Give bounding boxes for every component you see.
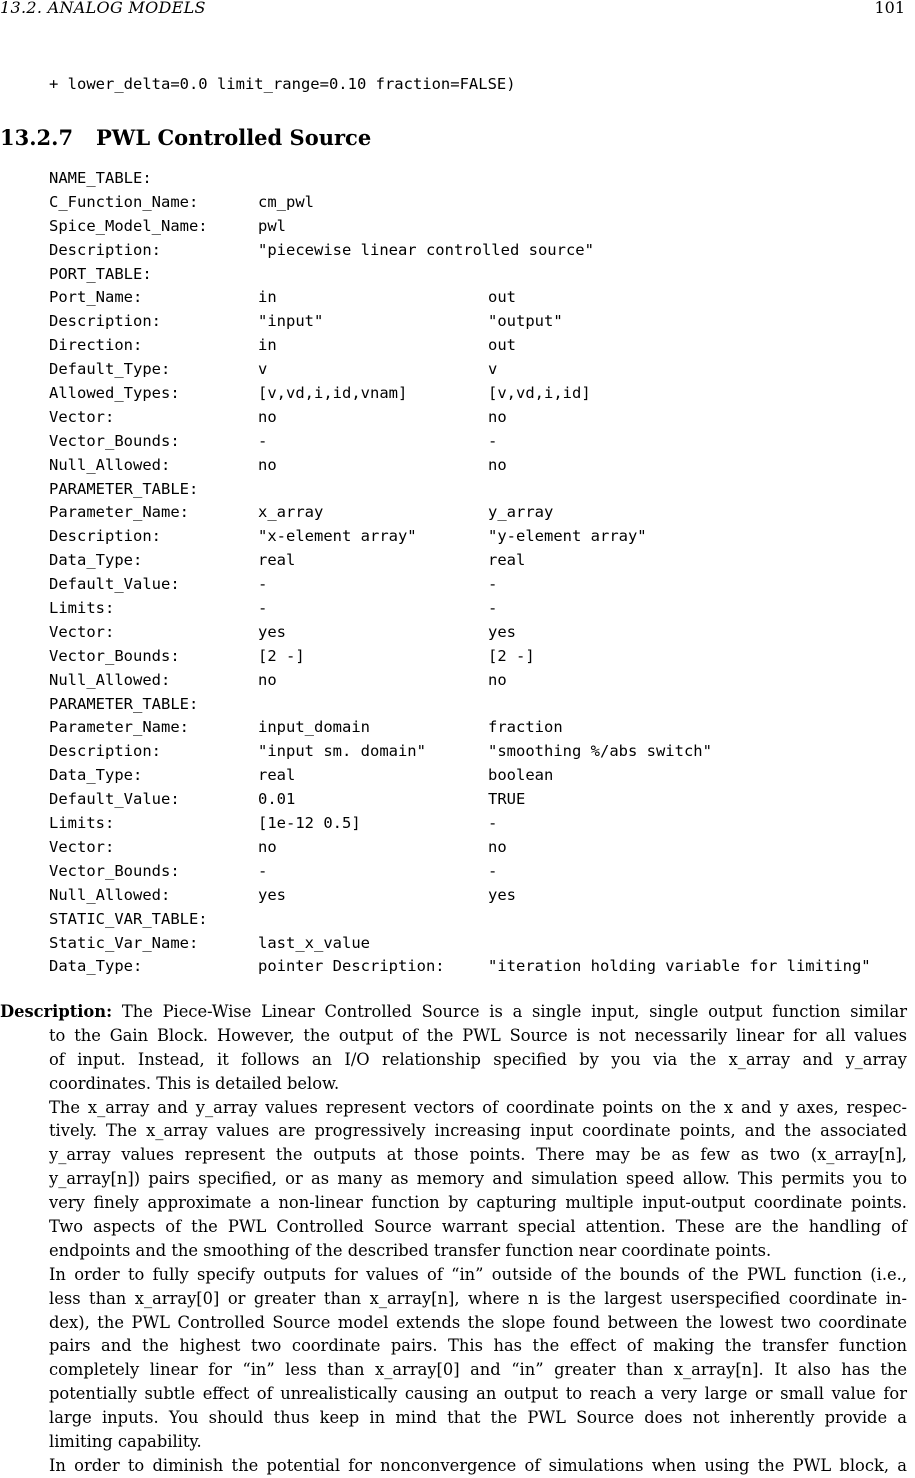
field-value-1: no (258, 837, 277, 856)
field-name: PARAMETER_TABLE: (49, 694, 199, 713)
table-row (49, 955, 915, 979)
table-row (49, 263, 915, 287)
field-name: Vector: (49, 837, 115, 856)
paragraph-line (0, 1096, 907, 1120)
description-label: Description: (0, 1002, 113, 1021)
paragraph-text: In order to diminish the potential for nonconvergence of simulations when using the PWL block, a (49, 1455, 907, 1475)
field-value-1: - (258, 861, 268, 880)
field-name: Default_Value: (49, 790, 180, 809)
paragraph-line (0, 1334, 907, 1358)
paragraph-line (0, 1143, 907, 1167)
table-row (49, 932, 915, 956)
paragraph-line (0, 1382, 907, 1406)
table-row (49, 860, 915, 884)
table-row (49, 621, 915, 645)
field-name: C_Function_Name: (49, 192, 199, 211)
paragraph-line (0, 1072, 907, 1096)
field-value-2: no (488, 670, 507, 689)
field-value-1: no (258, 455, 277, 474)
field-value-1: "input" (258, 312, 324, 331)
field-name: Description: (49, 240, 161, 259)
field-value-1: "x-element array" (258, 527, 417, 546)
field-value-2: "iteration holding variable for limiting" (488, 957, 871, 976)
table-row (49, 358, 915, 382)
paragraph-text: The x_array and y_array values represent vectors of coordinate points on the x and y axes, respec- (49, 1097, 907, 1117)
field-value-2: - (488, 431, 498, 450)
field-value-2: fraction (488, 718, 563, 737)
section-title: PWL Controlled Source (96, 125, 372, 150)
paragraph-text: completely linear for “in” less than x_array[0] and “in” greater than x_array[n]. It also has the (49, 1360, 907, 1380)
table-row (49, 573, 915, 597)
field-value-1: real (258, 766, 296, 785)
paragraph-text: coordinates. This is detailed below. (49, 1073, 340, 1093)
paragraph-line (0, 1239, 907, 1263)
paragraph-text: The Piece-Wise Linear Controlled Source is a single input, single output function similar (112, 1002, 907, 1021)
table-row (49, 764, 915, 788)
section-heading (0, 125, 371, 150)
field-value-2: out (488, 288, 516, 307)
field-name: PORT_TABLE: (49, 264, 152, 283)
field-value-1: in (258, 336, 277, 355)
field-value-2: "y-element array" (488, 527, 647, 546)
paragraph-text: y_array[n]) pairs specified, or as many as memory and simulation speed allow. This permits you to (49, 1169, 907, 1189)
field-name: NAME_TABLE: (49, 169, 152, 187)
field-name: Vector_Bounds: (49, 431, 180, 450)
field-name: Parameter_Name: (49, 718, 189, 737)
field-name: Data_Type: (49, 766, 143, 785)
field-name: Limits: (49, 814, 115, 833)
paragraph-text: of input. Instead, it follows an I/O relationship specified by you via the x_array and y_array (49, 1049, 907, 1069)
header-section-title: 13.2. ANALOG MODELS (0, 0, 206, 17)
section-number: 13.2.7 (0, 125, 74, 150)
field-value-2: real (488, 551, 526, 570)
paragraph-text: less than x_array[0] or greater than x_array[n], where n is the largest userspecified coordinate in- (49, 1288, 907, 1308)
table-row (49, 884, 915, 908)
header-page-number: 101 (874, 0, 905, 17)
table-row (49, 908, 915, 932)
table-row (49, 406, 915, 430)
paragraph-text: dex), the PWL Controlled Source model extends the slope found between the lowest two coordinate (49, 1312, 907, 1332)
field-value-2: no (488, 407, 507, 426)
paragraph-line (0, 1358, 907, 1382)
field-name: Data_Type: (49, 957, 143, 976)
ifs-table-listing (49, 167, 915, 979)
field-name: Spice_Model_Name: (49, 216, 208, 235)
paragraph-line (0, 1167, 907, 1191)
field-value-1: in (258, 288, 277, 307)
table-row (49, 478, 915, 502)
field-name: Port_Name: (49, 288, 143, 307)
table-row (49, 430, 915, 454)
table-row (49, 716, 915, 740)
table-row (49, 549, 915, 573)
field-value-2: boolean (488, 766, 554, 785)
field-value-2: TRUE (488, 790, 526, 809)
field-value-1: pointer Description: (258, 957, 445, 976)
paragraph-line (0, 1263, 907, 1287)
table-row (49, 382, 915, 406)
paragraph-text: potentially subtle effect of unrealistically causing an output to reach a very large or small value for (49, 1384, 907, 1404)
table-row (49, 215, 915, 239)
table-row (49, 740, 915, 764)
field-name: Null_Allowed: (49, 670, 171, 689)
field-name: Static_Var_Name: (49, 933, 199, 952)
field-value-1: pwl (258, 216, 286, 235)
table-row (49, 191, 915, 215)
field-value-2: yes (488, 622, 516, 641)
table-row (49, 334, 915, 358)
field-value-1: - (258, 431, 268, 450)
paragraph-text: y_array values represent the outputs at those points. There may be as few as two (x_array[n], (49, 1145, 907, 1165)
paragraph-text: tively. The x_array values are progressively increasing input coordinate points, and the associated (49, 1121, 907, 1141)
field-name: Vector: (49, 622, 115, 641)
table-row (49, 167, 915, 191)
field-value-2: y_array (488, 503, 554, 522)
field-value-1: [1e-12 0.5] (258, 814, 361, 833)
description-paragraphs (0, 1000, 907, 1478)
paragraph-text: limiting capability. (49, 1432, 202, 1452)
paragraph-text: very finely approximate a non-linear function by capturing multiple input-output coordinate points. (49, 1193, 907, 1213)
field-value-2: "smoothing %/abs switch" (488, 742, 712, 761)
field-value-2: [v,vd,i,id] (488, 384, 591, 403)
field-value-1: last_x_value (258, 933, 370, 952)
field-name: Description: (49, 527, 161, 546)
paragraph-text: pairs and the highest two coordinate pairs. This has the effect of making the transfer function (49, 1336, 907, 1356)
field-name: Vector: (49, 407, 115, 426)
paragraph-line (0, 1191, 907, 1215)
field-value-1: "input sm. domain" (258, 742, 426, 761)
paragraph-line (0, 1311, 907, 1335)
field-value-1: yes (258, 885, 286, 904)
table-row (49, 310, 915, 334)
field-value-2: - (488, 861, 498, 880)
paragraph-line (0, 1000, 907, 1024)
field-value-1: 0.01 (258, 790, 296, 809)
paragraph-text: endpoints and the smoothing of the described transfer function near coordinate points. (49, 1240, 772, 1260)
field-name: Limits: (49, 599, 115, 618)
running-header (0, 0, 905, 20)
field-value-2: no (488, 455, 507, 474)
paragraph-text: large inputs. You should thus keep in mind that the PWL Source does not inherently provide a (49, 1408, 907, 1428)
field-name: Default_Type: (49, 360, 171, 379)
table-row (49, 788, 915, 812)
table-row (49, 597, 915, 621)
field-value-2: - (488, 599, 498, 618)
field-value-2: yes (488, 885, 516, 904)
paragraph-text: In order to fully specify outputs for values of “in” outside of the bounds of the PWL function (i.e., (49, 1264, 907, 1284)
field-value-1: [v,vd,i,id,vnam] (258, 384, 408, 403)
field-name: Default_Value: (49, 575, 180, 594)
paragraph-line (0, 1287, 907, 1311)
field-name: PARAMETER_TABLE: (49, 479, 199, 498)
field-value-2: out (488, 336, 516, 355)
field-name: Allowed_Types: (49, 384, 180, 403)
table-row (49, 836, 915, 860)
field-name: Parameter_Name: (49, 503, 189, 522)
paragraph-line (0, 1454, 907, 1478)
field-name: Null_Allowed: (49, 885, 171, 904)
paragraph-text: to the Gain Block. However, the output of the PWL Source is not necessarily linear for all values (49, 1025, 907, 1045)
paragraph-line (0, 1430, 907, 1454)
field-value-1: yes (258, 622, 286, 641)
field-value-1: x_array (258, 503, 324, 522)
field-name: Vector_Bounds: (49, 861, 180, 880)
code-continuation-line: + lower_delta=0.0 limit_range=0.10 fraction=FALSE) (49, 75, 516, 93)
field-name: Null_Allowed: (49, 455, 171, 474)
field-value-2: - (488, 814, 498, 833)
paragraph-line (0, 1024, 907, 1048)
field-name: Description: (49, 312, 161, 331)
paragraph-text: Two aspects of the PWL Controlled Source warrant special attention. These are the handling of (49, 1217, 907, 1237)
field-value-1: input_domain (258, 718, 370, 737)
paragraph-line (0, 1048, 907, 1072)
table-row (49, 454, 915, 478)
table-row (49, 693, 915, 717)
field-value-1: no (258, 670, 277, 689)
field-value-1: cm_pwl (258, 192, 314, 211)
field-value-2: - (488, 575, 498, 594)
table-row (49, 286, 915, 310)
table-row (49, 501, 915, 525)
table-row (49, 812, 915, 836)
field-value-2: "output" (488, 312, 563, 331)
paragraph-line (0, 1406, 907, 1430)
field-name: STATIC_VAR_TABLE: (49, 909, 208, 928)
field-value-1: no (258, 407, 277, 426)
field-name: Direction: (49, 336, 143, 355)
field-name: Vector_Bounds: (49, 646, 180, 665)
table-row (49, 645, 915, 669)
table-row (49, 525, 915, 549)
field-value-1: [2 -] (258, 646, 305, 665)
field-value-1: - (258, 599, 268, 618)
field-value-2: v (488, 360, 498, 379)
field-value-2: no (488, 837, 507, 856)
field-name: Description: (49, 742, 161, 761)
paragraph-line (0, 1119, 907, 1143)
field-value-1: real (258, 551, 296, 570)
field-value-1: - (258, 575, 268, 594)
table-row (49, 239, 915, 263)
field-name: Data_Type: (49, 551, 143, 570)
field-value-1: "piecewise linear controlled source" (258, 240, 594, 259)
table-row (49, 669, 915, 693)
field-value-2: [2 -] (488, 646, 535, 665)
field-value-1: v (258, 360, 268, 379)
paragraph-line (0, 1215, 907, 1239)
